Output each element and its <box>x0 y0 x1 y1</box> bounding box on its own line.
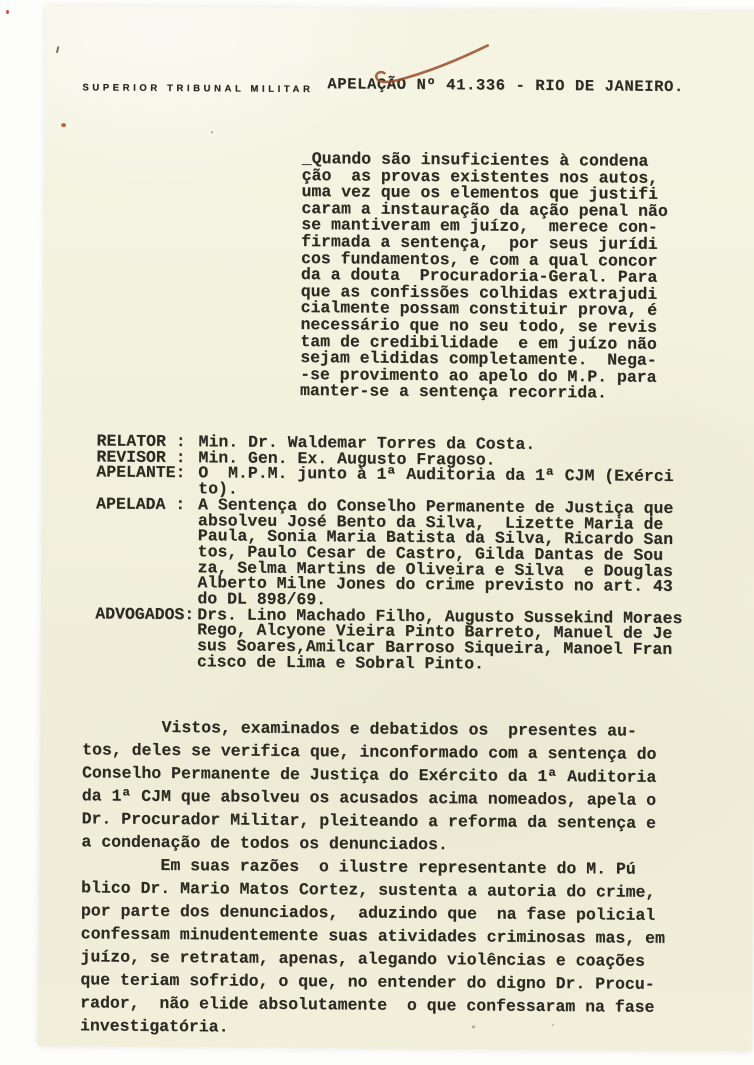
paper-speck <box>211 131 213 133</box>
body-paragraph-2: Em suas razões o ilustre representante do M. Pú blico Dr. Mario Matos Cortez, sustenta a autoria do crime, por parte dos denunciados, aduzindo que na fase policial confessam minudentemente suas atividades criminosas mas, em juízo, se retratam, apenas, alegando violências e coações que teriam sofrido, o que, no entender do digno Dr. Procu- rador, não elide absolutamente o que confessaram na fase investigatória. <box>79 855 665 1037</box>
scan-artifact-dot <box>6 10 9 14</box>
party-row-advogados <box>95 606 683 673</box>
parties-list <box>95 433 684 673</box>
paper-speck <box>552 1024 554 1026</box>
party-row-apelada <box>95 496 683 611</box>
summary-quote: _Quando são insuficientes à condena ção as provas existentes nos autos, uma vez que os elementos que justifi caram a instauração da ação penal não se mantiveram em juízo, merece con- firmada a sentença, por seus jurídi cos fundamentos, e com a qual concor da a douta Procuradoria-Geral. Para que as confissões colhidas extrajudi cialmente possam constituir prova, é necessário que no seu todo, se revis tam de credibilidade e em juízo não sejam elididas completamente. Nega- -se provimento ao apelo do M.P. para manter-se a sentença recorrida. <box>299 149 668 403</box>
paper-speck <box>56 46 60 53</box>
paper-speck <box>61 123 66 127</box>
party-label: REVISOR : <box>96 447 186 467</box>
handwritten-check-icon <box>359 38 494 89</box>
party-label: APELADA : <box>96 494 186 514</box>
party-value: Min. Gen. Ex. Augusto Fragoso. <box>198 447 496 470</box>
party-label: ADVOGADOS: <box>95 604 195 624</box>
tribunal-name: SUPERIOR TRIBUNAL MILITAR <box>82 82 314 96</box>
party-label: APELANTE: <box>96 462 186 483</box>
page-title: APELAÇÃO Nº 41.336 - RIO DE JANEIRO. <box>327 75 684 97</box>
paper-speck <box>472 1025 475 1028</box>
party-label: RELATOR : <box>96 431 186 452</box>
paper-sheet <box>38 6 754 1052</box>
party-value: A Sentença do Conselho Permanente de Justiça que absolveu José Bento da Silva, Lizette Maria de Paula, Sonia Maria Batista da Silva, Ricardo San tos, Paulo Cesar de Castro, Gilda Dantas de Sou za, Selma Martins de Oliveira e Silva e Douglas Alberto Milne Jones do crime previsto no art. 43 do DL 898/69. <box>197 495 674 610</box>
party-value: O M.P.M. junto à 1ª Auditoria da 1ª CJM (Exérci to). <box>198 463 674 499</box>
body-text <box>80 715 667 1042</box>
party-value: Drs. Lino Machado Filho, Augusto Sussekind Moraes Rego, Alcyone Vieira Pinto Barreto, Manuel de Je sus Soares,Amilcar Barroso Siqueira, Manoel Fran cisco de Lima e Sobral Pinto. <box>196 604 683 674</box>
body-paragraph-1: Vistos, examinados e debatidos os presentes au- tos, deles se verifica que, inconformado com a sentença do Conselho Permanente de Justiça do Exército da 1ª Auditoria da 1ª CJM que absolveu os acusados acima nomeados, apela o Dr. Procurador Militar, pleiteando a reforma da sentença e a condenação de todos os denunciados. <box>81 717 657 855</box>
party-value: Min. Dr. Waldemar Torres da Costa. <box>198 432 536 454</box>
